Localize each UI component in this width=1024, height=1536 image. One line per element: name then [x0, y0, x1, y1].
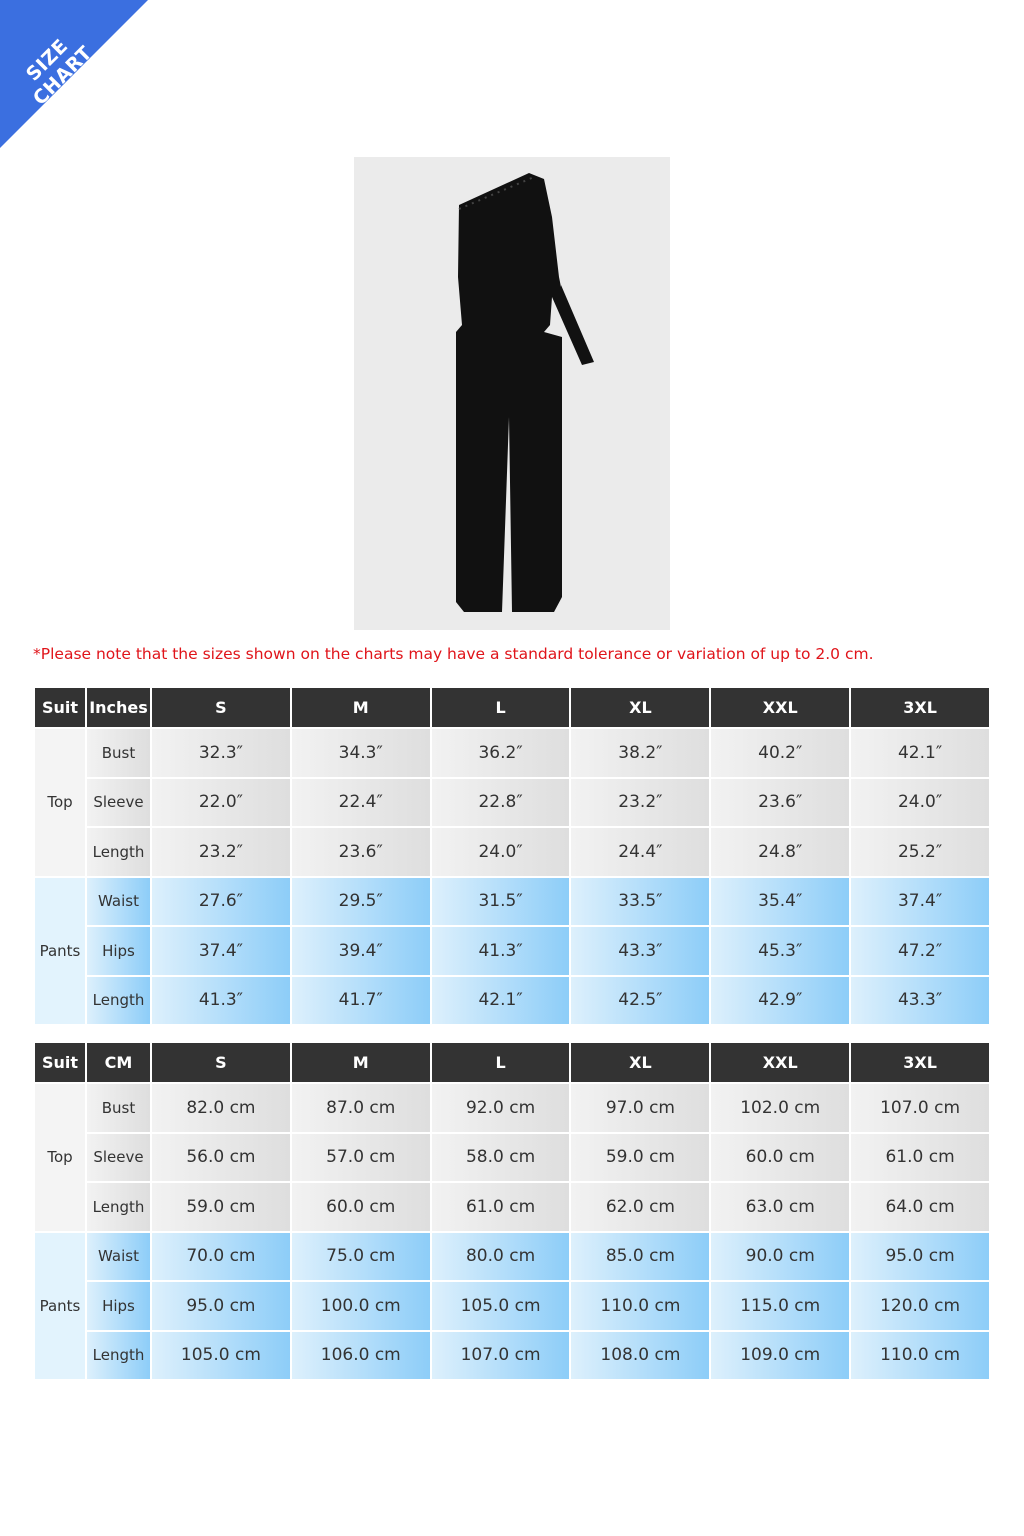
size-header-m: M [292, 688, 430, 727]
measure-value: 109.0 cm [711, 1332, 849, 1380]
size-header-3xl: 3XL [851, 688, 989, 727]
measure-value: 23.6″ [711, 779, 849, 827]
measure-value: 59.0 cm [571, 1134, 709, 1182]
measure-value: 95.0 cm [851, 1233, 989, 1281]
measure-label: Length [87, 828, 150, 876]
size-header-3xl: 3XL [851, 1043, 989, 1082]
size-header-s: S [152, 688, 290, 727]
measure-label: Bust [87, 1084, 150, 1132]
measure-value: 42.5″ [571, 977, 709, 1025]
measure-value: 97.0 cm [571, 1084, 709, 1132]
size-header-l: L [432, 1043, 570, 1082]
measure-value: 62.0 cm [571, 1183, 709, 1231]
measure-value: 33.5″ [571, 878, 709, 926]
measure-value: 29.5″ [292, 878, 430, 926]
measure-value: 43.3″ [851, 977, 989, 1025]
measure-value: 37.4″ [851, 878, 989, 926]
measure-value: 107.0 cm [432, 1332, 570, 1380]
size-header-l: L [432, 688, 570, 727]
size-table-inches [33, 686, 991, 1026]
measure-value: 63.0 cm [711, 1183, 849, 1231]
group-top: Top [35, 729, 85, 876]
size-header-xl: XL [571, 1043, 709, 1082]
badge-text: SIZE CHART [21, 34, 97, 110]
measure-value: 59.0 cm [152, 1183, 290, 1231]
measure-value: 60.0 cm [711, 1134, 849, 1182]
measure-value: 41.3″ [432, 927, 570, 975]
size-chart-badge [0, 0, 150, 150]
measure-value: 107.0 cm [851, 1084, 989, 1132]
measure-value: 85.0 cm [571, 1233, 709, 1281]
group-top: Top [35, 1084, 85, 1231]
measure-value: 110.0 cm [851, 1332, 989, 1380]
measure-value: 42.1″ [851, 729, 989, 777]
measure-value: 31.5″ [432, 878, 570, 926]
header-row [35, 688, 989, 727]
measure-label: Sleeve [87, 1134, 150, 1182]
measure-value: 24.8″ [711, 828, 849, 876]
measure-value: 105.0 cm [432, 1282, 570, 1330]
table-row [35, 977, 989, 1025]
measure-value: 56.0 cm [152, 1134, 290, 1182]
size-table-cm [33, 1041, 991, 1381]
measure-value: 115.0 cm [711, 1282, 849, 1330]
measure-value: 22.8″ [432, 779, 570, 827]
measure-value: 32.3″ [152, 729, 290, 777]
suit-header: Suit [35, 1043, 85, 1082]
measure-value: 41.7″ [292, 977, 430, 1025]
measure-label: Length [87, 1332, 150, 1380]
table-row [35, 1183, 989, 1231]
measure-value: 82.0 cm [152, 1084, 290, 1132]
product-image [354, 157, 670, 630]
table-row [35, 878, 989, 926]
measure-value: 42.9″ [711, 977, 849, 1025]
measure-value: 34.3″ [292, 729, 430, 777]
table-row [35, 1282, 989, 1330]
measure-value: 108.0 cm [571, 1332, 709, 1380]
measure-label: Length [87, 1183, 150, 1231]
measure-value: 70.0 cm [152, 1233, 290, 1281]
measure-value: 47.2″ [851, 927, 989, 975]
size-header-s: S [152, 1043, 290, 1082]
size-header-xxl: XXL [711, 688, 849, 727]
header-row [35, 1043, 989, 1082]
measure-value: 58.0 cm [432, 1134, 570, 1182]
measure-value: 90.0 cm [711, 1233, 849, 1281]
measure-value: 24.0″ [432, 828, 570, 876]
tolerance-note: *Please note that the sizes shown on the charts may have a standard tolerance or variation of up to 2.0 cm. [33, 645, 874, 663]
measure-value: 41.3″ [152, 977, 290, 1025]
table-row [35, 1134, 989, 1182]
measure-label: Sleeve [87, 779, 150, 827]
measure-value: 92.0 cm [432, 1084, 570, 1132]
measure-value: 80.0 cm [432, 1233, 570, 1281]
size-header-xxl: XXL [711, 1043, 849, 1082]
measure-value: 87.0 cm [292, 1084, 430, 1132]
measure-value: 37.4″ [152, 927, 290, 975]
table-row [35, 1084, 989, 1132]
group-pants: Pants [35, 878, 85, 1025]
table-row [35, 1233, 989, 1281]
table-row [35, 779, 989, 827]
measure-value: 35.4″ [711, 878, 849, 926]
measure-label: Length [87, 977, 150, 1025]
measure-value: 61.0 cm [851, 1134, 989, 1182]
measure-value: 39.4″ [292, 927, 430, 975]
measure-value: 23.6″ [292, 828, 430, 876]
measure-value: 64.0 cm [851, 1183, 989, 1231]
group-pants: Pants [35, 1233, 85, 1380]
measure-value: 22.4″ [292, 779, 430, 827]
measure-value: 100.0 cm [292, 1282, 430, 1330]
measure-value: 110.0 cm [571, 1282, 709, 1330]
table-row [35, 729, 989, 777]
measure-value: 24.4″ [571, 828, 709, 876]
measure-value: 43.3″ [571, 927, 709, 975]
measure-value: 45.3″ [711, 927, 849, 975]
measure-label: Hips [87, 1282, 150, 1330]
measure-value: 57.0 cm [292, 1134, 430, 1182]
measure-value: 42.1″ [432, 977, 570, 1025]
measure-label: Waist [87, 878, 150, 926]
table-row [35, 927, 989, 975]
suit-header: Suit [35, 688, 85, 727]
measure-value: 40.2″ [711, 729, 849, 777]
unit-header: Inches [87, 688, 150, 727]
measure-value: 27.6″ [152, 878, 290, 926]
measure-label: Waist [87, 1233, 150, 1281]
measure-value: 23.2″ [152, 828, 290, 876]
measure-value: 25.2″ [851, 828, 989, 876]
measure-value: 23.2″ [571, 779, 709, 827]
table-row [35, 828, 989, 876]
measure-value: 61.0 cm [432, 1183, 570, 1231]
measure-value: 106.0 cm [292, 1332, 430, 1380]
measure-value: 75.0 cm [292, 1233, 430, 1281]
unit-header: CM [87, 1043, 150, 1082]
measure-label: Hips [87, 927, 150, 975]
measure-value: 120.0 cm [851, 1282, 989, 1330]
measure-value: 105.0 cm [152, 1332, 290, 1380]
size-header-xl: XL [571, 688, 709, 727]
jumpsuit-silhouette [354, 157, 670, 630]
measure-value: 36.2″ [432, 729, 570, 777]
table-row [35, 1332, 989, 1380]
measure-value: 102.0 cm [711, 1084, 849, 1132]
measure-label: Bust [87, 729, 150, 777]
size-header-m: M [292, 1043, 430, 1082]
measure-value: 24.0″ [851, 779, 989, 827]
measure-value: 95.0 cm [152, 1282, 290, 1330]
measure-value: 22.0″ [152, 779, 290, 827]
measure-value: 38.2″ [571, 729, 709, 777]
measure-value: 60.0 cm [292, 1183, 430, 1231]
